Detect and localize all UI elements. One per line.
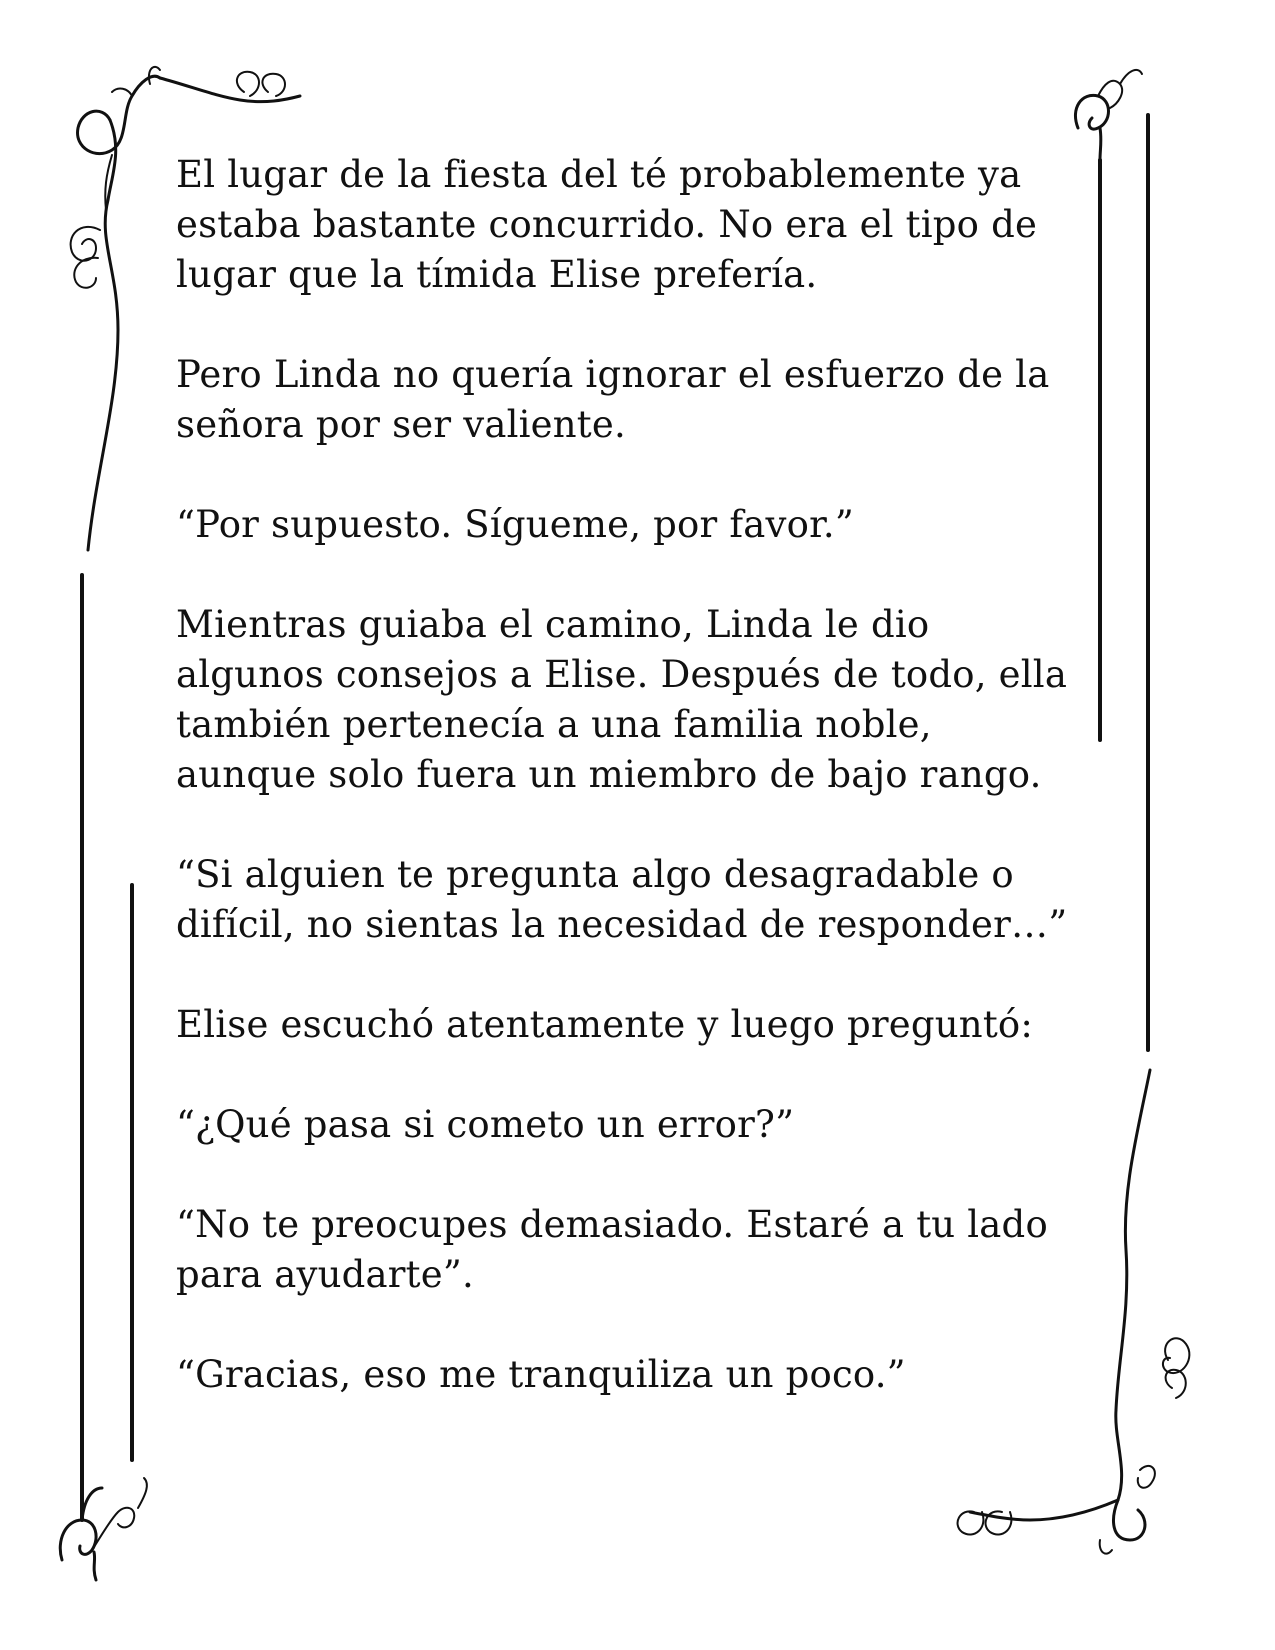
text-line: El lugar de la fiesta del té probablemente ya [176, 153, 1022, 196]
text-line: Pero Linda no quería ignorar el esfuerzo de la [176, 353, 1050, 396]
paragraph [176, 350, 1076, 450]
paragraph [176, 850, 1076, 950]
text-line: para ayudarte”. [176, 1253, 474, 1296]
text-line: “Por supuesto. Sígueme, por favor.” [176, 503, 855, 546]
paragraph [176, 1100, 1076, 1150]
flourish-icon [1075, 70, 1148, 1050]
text-line: algunos consejos a Elise. Después de todo, ella [176, 653, 1068, 696]
text-line: “Gracias, eso me tranquiliza un poco.” [176, 1353, 906, 1396]
paragraph [176, 1200, 1076, 1300]
document-body [176, 150, 1076, 1400]
paragraph [176, 600, 1076, 800]
text-line: aunque solo fuera un miembro de bajo rango. [176, 753, 1042, 796]
text-line: señora por ser valiente. [176, 403, 626, 446]
text-line: lugar que la tímida Elise prefería. [176, 253, 818, 296]
flourish-icon [60, 575, 147, 1580]
text-line: también pertenecía a una familia noble, [176, 703, 932, 746]
text-line: “Si alguien te pregunta algo desagradable o [176, 853, 1014, 896]
paragraph [176, 500, 1076, 550]
text-line: difícil, no sientas la necesidad de responder…” [176, 903, 1068, 946]
text-line: “No te preocupes demasiado. Estaré a tu lado [176, 1203, 1048, 1246]
paragraph [176, 150, 1076, 300]
paragraph [176, 1350, 1076, 1400]
text-line: “¿Qué pasa si cometo un error?” [176, 1103, 795, 1146]
paragraph [176, 1000, 1076, 1050]
text-line: Elise escuchó atentamente y luego preguntó: [176, 1003, 1034, 1046]
text-line: estaba bastante concurrido. No era el tipo de [176, 203, 1038, 246]
text-line: Mientras guiaba el camino, Linda le dio [176, 603, 930, 646]
